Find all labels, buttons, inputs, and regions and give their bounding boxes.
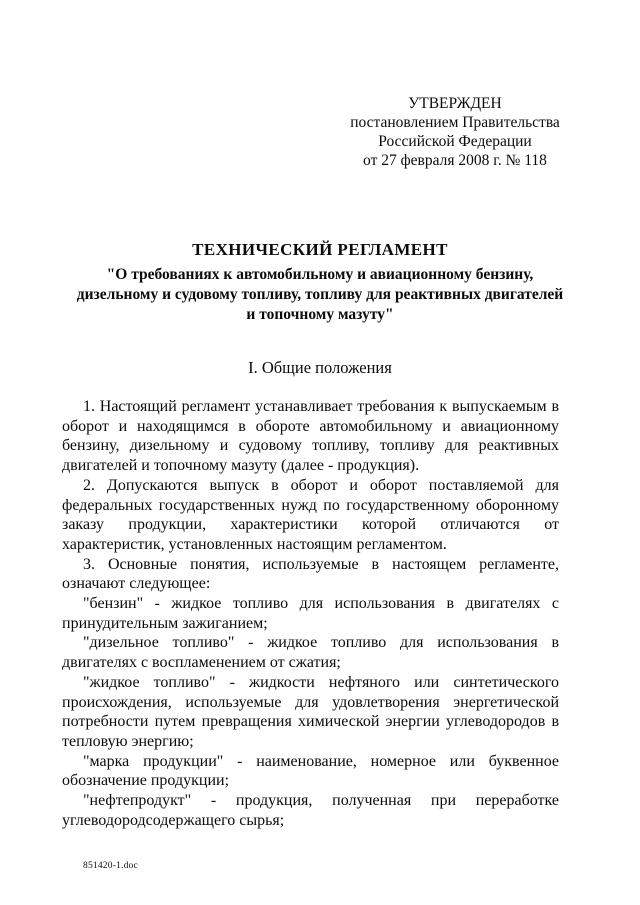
document-title: ТЕХНИЧЕСКИЙ РЕГЛАМЕНТ	[192, 240, 448, 259]
document-subtitle	[0, 265, 640, 325]
subtitle-line: и топочному мазуту"	[246, 306, 394, 323]
paragraph: "жидкое топливо" - жидкости нефтяного или синтетического происхождения, используемые для удовлетворения энергетической потребности путем превращения химической энергии углеводородов в тепловую энергию;	[62, 673, 559, 750]
paragraph: "марка продукции" - наименование, номерное или буквенное обозначение продукции;	[62, 752, 559, 790]
paragraph: "нефтепродукт" - продукция, полученная при переработке углеводородсодержащего сырья;	[62, 792, 559, 829]
approval-line: УТВЕРЖДЕН	[408, 95, 502, 112]
paragraph: "бензин" - жидкое топливо для использования в двигателях с принудительным зажиганием;	[62, 595, 559, 632]
footer-filename: 851420-1.doc	[83, 861, 138, 871]
paragraph: 1. Настоящий регламент устанавливает требования к выпускаемым в оборот и находящимся в обороте автомобильному и авиационному бензину, дизельному и судовому топливу, топливу для реактивных двигателей и топочному мазуту (далее - продукция).	[62, 398, 559, 475]
paragraph: 2. Допускаются выпуск в оборот и оборот поставляемой для федеральных государственных нужд по государственному оборонному заказу продукции, характеристики которой отличаются от характеристик, установленных настоящим регламентом.	[62, 476, 559, 553]
approval-line: от 27 февраля 2008 г. № 118	[363, 152, 547, 169]
document-body	[62, 397, 559, 830]
subtitle-line: "О требованиях к автомобильному и авиационному бензину,	[106, 266, 534, 283]
approval-line: Российской Федерации	[378, 133, 532, 150]
approval-block	[334, 94, 576, 170]
subtitle-line: дизельному и судовому топливу, топливу для реактивных двигателей	[76, 286, 564, 303]
approval-line: постановлением Правительства	[350, 114, 560, 131]
paragraph: 3. Основные понятия, используемые в настоящем регламенте, означают следующее:	[62, 555, 559, 593]
section-heading: I. Общие положения	[248, 358, 392, 377]
paragraph: "дизельное топливо" - жидкое топливо для использования в двигателях с воспламенением от сжатия;	[62, 634, 559, 672]
